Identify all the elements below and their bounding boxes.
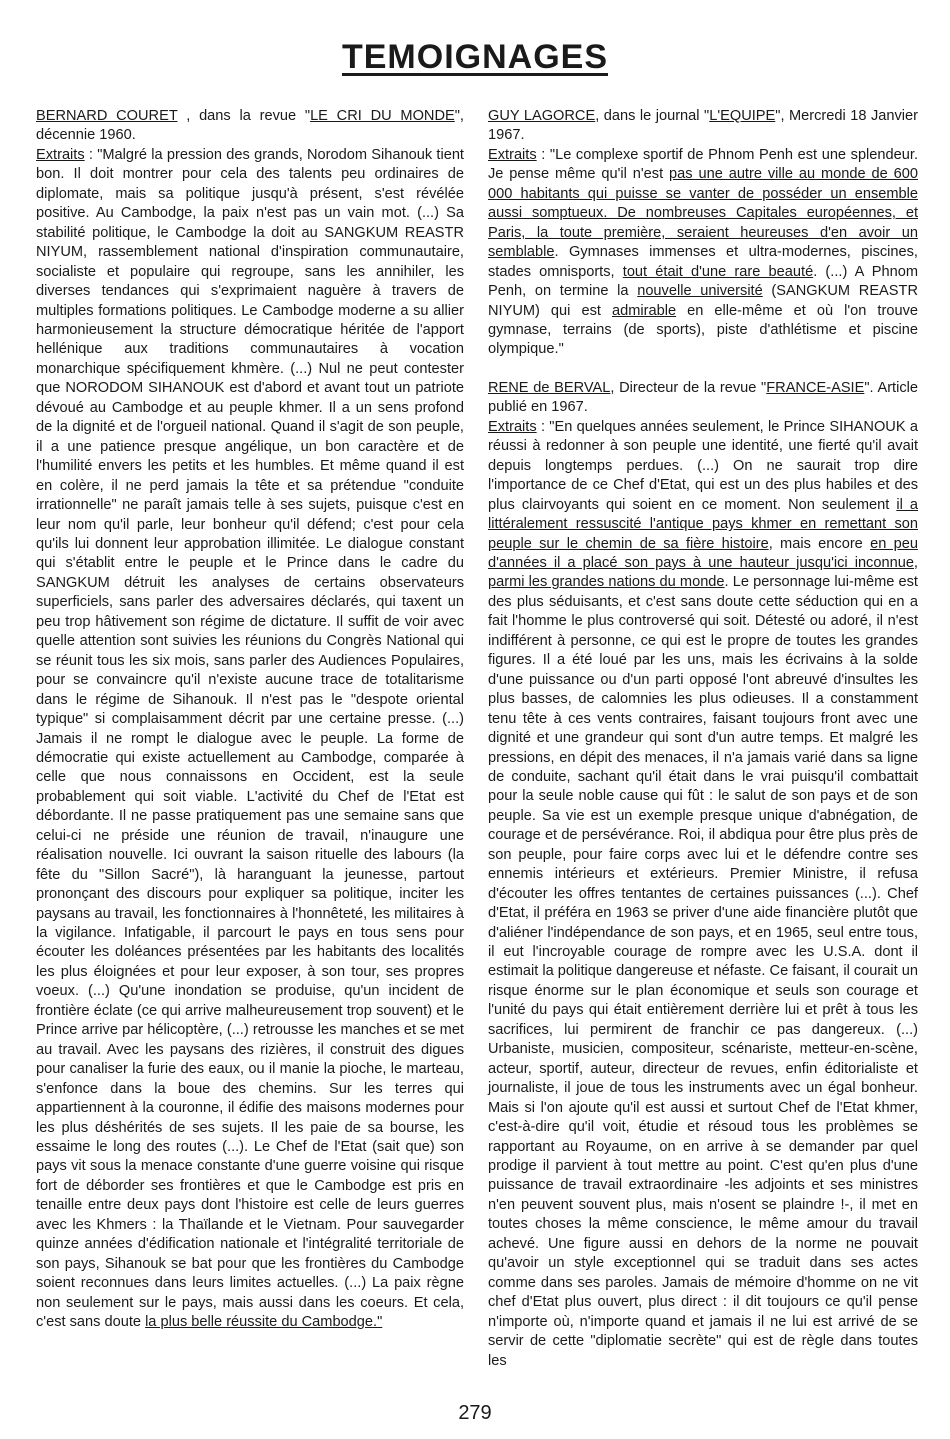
author-name: GUY LAGORCE: [488, 108, 596, 124]
extracts-label: Extraits: [488, 146, 537, 163]
left-column: [36, 107, 464, 1352]
underlined-passage: pas une autre ville au monde de 600 000 habitants qui puisse se vanter de posséder un ensemble aussi somptueux. De nombreuses Capitales européennes, et Paris, la toute première, seraient heureuses d'en avoir un semblable: [488, 166, 918, 261]
underlined-passage: il a littéralement ressuscité l'antique pays khmer en remettant son peuple sur le chemin de sa fière histoire: [488, 496, 918, 552]
underlined-passage: nouvelle université: [637, 283, 763, 300]
page-title: TEMOIGNAGES: [341, 38, 609, 76]
right-column: [488, 107, 918, 1390]
source-title: L'EQUIPE: [709, 108, 776, 124]
testimony-berval: RENE de BERVAL, Directeur de la revue "FRANCE-ASIE". Article publié en 1967. Extraits : "En quelques années seulement, le Prince SIHANOUK a réussi à redonner à son peuple une identité, une fierté qu'il avait depuis longtemps perdues. (...) On ne saurait trop dire l'importance de ce Chef d'Etat, qui est un des plus habiles et des plus clairvoyants qui soient en ce moment. Non seulement il a littéralement ressuscité l'antique pays khmer en remettant son peuple sur le chemin de sa fière histoire, mais encore en peu d'années il a placé son pays à une hauteur jusqu'ici inconnue, parmi les grandes nations du monde. Le personnage lui-même est des plus séduisants, et c'est sans doute cette séduction qui en a fait l'homme le plus controversé qui soit. Détesté ou adoré, il n'est indifférent à personne, ce qui est le propre de toutes les grandes figures. Il a été loué par les uns, mais les écrivains à la solde d'une puissance ou d'un parti opposé l'ont abreuvé d'insultes les plus basses, de calomnies les plus odieuses. Il a constamment tenu tête à ces vents contraires, faisant toujours front avec une dignité et une grandeur qui sont d'un autre temps. Et malgré les pressions, en dépit des menaces, il n'a jamais varié dans sa ligne de conduite, sachant qu'il était dans le vrai puisqu'il combattait pour la seule noble cause qui fût : le salut de son pays et de son peuple. Sa vie est un exemple presque unique d'abnégation, de courage et de persévérance. Roi, il abdiqua pour être plus près de son peuple, pour faire corps avec lui et le défendre contre ses ennemis intérieurs et extérieurs. Premier Ministre, il refusa d'écouter les offres tentantes de certaines puissances (...). Chef d'Etat, il préféra en 1963 se priver d'une aide financière plutôt que d'aliéner l'indépendance de son pays, et en 1965, seul entre tous, il eut l'incroyable courage de rompre avec les U.S.A. dont il estimait la politique dangereuse et néfaste. Ce faisant, il courait un risque énorme sur le plan économique et seuls son courage et l'unité du pays qui était entièrement derrière lui et prêt à tous les sacrifices, lui permirent de franchir ce pas dangereux. (...) Urbaniste, musicien, compositeur, scénariste, metteur-en-scène, acteur, sportif, auteur, directeur de revues, enfin éditorialiste et journaliste, il joue de tous les instruments avec un égal bonheur. Mais si l'on ajoute qu'il est aussi et surtout Chef de l'Etat khmer, c'est-à-dire qu'il voit, étudie et résoud tous les problèmes se rapportant au Royaume, on en arrive à se demander par quel prodige il parvient à tout mettre au point. C'est qu'en plus d'une puissance de travail extraordinaire -les adjoints et ses ministres n'en peuvent souvent plus, mais n'osent se plaindre !-, il met en toutes choses la même conscience, le même amour du travail achevé. Une figure aussi en dehors de la norme ne pouvait qu'avoir un style exceptionnel qui se traduit dans ses actes comme dans ses paroles. Jamais de mémoire d'homme on ne vit chef d'Etat plus ouvert, plus direct : il dit toujours ce qu'il pense n'importe où, n'importe quand et jamais il ne lui est arrivé de se servir de cette "diplomatie secrète" qui est de règle dans toutes les: [488, 379, 919, 1369]
underlined-passage: admirable: [612, 302, 677, 319]
testimony-body: : "Malgré la pression des grands, Norodom Sihanouk tient bon. Il doit montrer pour cela des talents peu ordinaires de diplomate, mais sa politique jusqu'à présent, s'est révélée positive. Au Cambodge, la paix n'est pas un vain mot. (...) Sa stabilité politique, le Cambodge la doit au SANGKUM REASTR NIYUM, rassemblement national d'inspiration communautaire, socialiste et populaire qui regroupe, sans les annihiler, les diverses tendances qui s'exprimaient naguère à travers de multiples formations politiques. Le Cambodge moderne a su allier harmonieusement la structure démocratique héritée de l'apport hellénique aux traditions communautaires à vocation monarchique spécifiquement khmère. (...) Nul ne peut contester que NORODOM SIHANOUK est d'abord et avant tout un patriote dévoué au Cambodge et au peuple khmer. Il a un sens profond de la dignité et de l'orgueil national. Quand il s'agit de son peuple, il a une patience presque angélique, un bon caractère et de l'humilité envers les petits et les humbles. Et même quand il est en colère, il ne perd jamais la tête et sa prétendue "conduite irrationnelle" ne paraît jamais telle à ses sujets, puisque c'est en leur nom qu'il parle, leur bonheur qu'il défend; c'est pour cela qu'ils lui donnent leur approbation illimitée. Le dialogue constant qui s'établit entre le peuple et le Prince dans le cadre du SANGKUM détruit les analyses de certains observateurs superficiels, sans parler des adversaires déclarés, qui taxent un peu trop hâtivement son régime de dictature. Il suffit de voir avec quelle attention sont suivies les réunions du Congrès National qui se réunit tous les six mois, sans parler des Audiences Populaires, pour se convaincre qu'il n'existe aucune trace de totalitarisme dans le régime de Sihanouk. Il n'est pas le "despote oriental typique" si complaisamment décrit par une certaine presse. (...) Jamais il ne rompt le dialogue avec le peuple. La forme de démocratie qui existe actuellement au Cambodge, comparée à celle que nous connaissons en Occident, est la seule probablement qui soit viable. L'activité du Chef de l'Etat est débordante. Il ne passe pratiquement pas une semaine sans que celui-ci ne préside une réunion de travail, n'inaugure une réalisation nouvelle. Ici ouvrant la saison rituelle des labours (la fête du "Sillon Sacré"), là haranguant la jeunesse, partout prononçant des discours pour expliquer sa politique, inciter les paysans au travail, les fonctionnaires à l'honnêteté, les militaires à la vigilance. Infatigable, il parcourt le pays en tous sens pour écouter les doléances présentées par les habitants des localités les plus éloignées et pour leur exposer, à son tour, ses propres voeux. (...) Qu'une inondation se produise, qu'un incident de frontière éclate (ce qui arrive malheureusement trop souvent) et le Prince arrive par hélicoptère, (...) retrousse les manches et se met au travail. Avec les paysans des rizières, il construit des digues pour canaliser la furie des eaux, ou il manie la pioche, le marteau, s'enfonce dans la boue des chemins. Sur les terres qui appartiennent à la couronne, il édifie des maisons modernes pour les plus déshérités de ses sujets. Il les paie de sa bourse, les essaime le long des routes (...). Le Chef de l'Etat (sait que) son pays vit sous la menace constante d'une guerre voisine qui risque fort de déborder ses frontières et que le Cambodge est pris en tenaille entre deux pays dont l'histoire est celle de leurs guerres avec les Khmers : la Thaïlande et le Vietnam. Pour sauvegarder quinze années d'édification nationale et l'intégralité territoriale de son pays, Sihanouk se bat pour que les frontières du Cambodge soient reconnues dans leurs limites actuelles. (...) La paix règne non seulement sur le pays, mais aussi dans les coeurs. Et cela, c'est sans doute: [36, 146, 464, 1331]
extracts-label: Extraits: [488, 418, 537, 435]
testimony-lagorce: GUY LAGORCE, dans le journal "L'EQUIPE", Mercredi 18 Janvier 1967. Extraits : "Le complexe sportif de Phnom Penh est une splendeur. Je pense même qu'il n'est pas une autre ville au monde de 600 000 habitants qui puisse se vanter de posséder un ensemble aussi somptueux. De nombreuses Capitales européennes, et Paris, la toute première, seraient heureuses d'en avoir un semblable. Gymnases immenses et ultra-modernes, piscines, stades omnisports, tout était d'une rare beauté. (...) A Phnom Penh, on termine la nouvelle université (SANGKUM REASTR NIYUM) qui est admirable en elle-même et où l'on trouve gymnase, terrains (de sports), piste d'athlétisme et piscine olympique.": [488, 108, 918, 358]
source-title: LE CRI DU MONDE: [310, 108, 455, 124]
testimony-couret: BERNARD COURET , dans la revue "LE CRI DU MONDE", décennie 1960. Extraits : "Malgré la pression des grands, Norodom Sihanouk tient bon. Il doit montrer pour cela des talents peu ordinaires de diplomate, mais sa politique jusqu'à présent, s'est révélée positive. Au Cambodge, la paix n'est pas un vain mot. (...) Sa stabilité politique, le Cambodge la doit au SANGKUM REASTR NIYUM, rassemblement national d'inspiration communautaire, socialiste et populaire qui regroupe, sans les annihiler, les diverses tendances qui s'exprimaient naguère à travers de multiples formations politiques. Le Cambodge moderne a su allier harmonieusement la structure démocratique héritée de l'apport hellénique aux traditions communautaires à vocation monarchique spécifiquement khmère. (...) Nul ne peut contester que NORODOM SIHANOUK est d'abord et avant tout un patriote dévoué au Cambodge et au peuple khmer. Il a un sens profond de la dignité et de l'orgueil national. Quand il s'agit de son peuple, il a une patience presque angélique, un bon caractère et de l'humilité envers les petits et les humbles. Et même quand il est en colère, il ne perd jamais la tête et sa prétendue "conduite irrationnelle" ne paraît jamais telle à ses sujets, puisque c'est en leur nom qu'il parle, leur bonheur qu'il défend; c'est pour cela qu'ils lui donnent leur approbation illimitée. Le dialogue constant qui s'établit entre le peuple et le Prince dans le cadre du SANGKUM détruit les analyses de certains observateurs superficiels, sans parler des adversaires déclarés, qui taxent un peu trop hâtivement son régime de dictature. Il suffit de voir avec quelle attention sont suivies les réunions du Congrès National qui se réunit tous les six mois, sans parler des Audiences Populaires, pour se convaincre qu'il n'existe aucune trace de totalitarisme dans le régime de Sihanouk. Il n'est pas le "despote oriental typique" si complaisamment décrit par une certaine presse. (...) Jamais il ne rompt le dialogue avec le peuple. La forme de démocratie qui existe actuellement au Cambodge, comparée à celle que nous connaissons en Occident, est la seule probablement qui soit viable. L'activité du Chef de l'Etat est débordante. Il ne passe pratiquement pas une semaine sans que celui-ci ne préside une réunion de travail, n'inaugure une réalisation nouvelle. Ici ouvrant la saison rituelle des labours (la fête du "Sillon Sacré"), là haranguant la jeunesse, partout prononçant des discours pour expliquer sa politique, inciter les paysans au travail, les fonctionnaires à l'honnêteté, les militaires à la vigilance. Infatigable, il parcourt le pays en tous sens pour écouter les doléances présentées par les habitants des localités les plus éloignées et pour leur exposer, à son tour, ses propres voeux. (...) Qu'une inondation se produise, qu'un incident de frontière éclate (ce qui arrive malheureusement trop souvent) et le Prince arrive par hélicoptère, (...) retrousse les manches et se met au travail. Avec les paysans des rizières, il construit des digues pour canaliser la furie des eaux, ou il manie la pioche, le marteau, s'enfonce dans la boue des chemins. Sur les terres qui appartiennent à la couronne, il édifie des maisons modernes pour les plus déshérités de ses sujets. Il les paie de sa bourse, les essaime le long des routes (...). Le Chef de l'Etat (sait que) son pays vit sous la menace constante d'une guerre voisine qui risque fort de déborder ses frontières et que le Cambodge est pris en tenaille entre deux pays dont l'histoire est celle de leurs guerres avec les Khmers : la Thaïlande et le Vietnam. Pour sauvegarder quinze années d'édification nationale et l'intégralité territoriale de son pays, Sihanouk se bat pour que les frontières du Cambodge soient reconnues dans leurs limites actuelles. (...) La paix règne non seulement sur le pays, mais aussi dans les coeurs. Et cela, c'est sans doute la plus belle réussite du Cambodge.": [36, 108, 464, 1331]
extracts-label: Extraits: [36, 146, 85, 163]
underlined-passage: tout était d'une rare beauté: [622, 263, 814, 280]
source-title: FRANCE-ASIE: [766, 379, 865, 396]
author-name: RENE de BERVAL: [488, 379, 611, 396]
author-name: BERNARD COURET: [36, 108, 178, 124]
underlined-passage: la plus belle réussite du Cambodge.": [145, 1314, 383, 1331]
underlined-passage: en peu d'années il a placé son pays à une hauteur jusqu'ici inconnue, parmi les grandes nations du monde: [488, 535, 918, 591]
page-number: 279: [458, 1402, 492, 1424]
